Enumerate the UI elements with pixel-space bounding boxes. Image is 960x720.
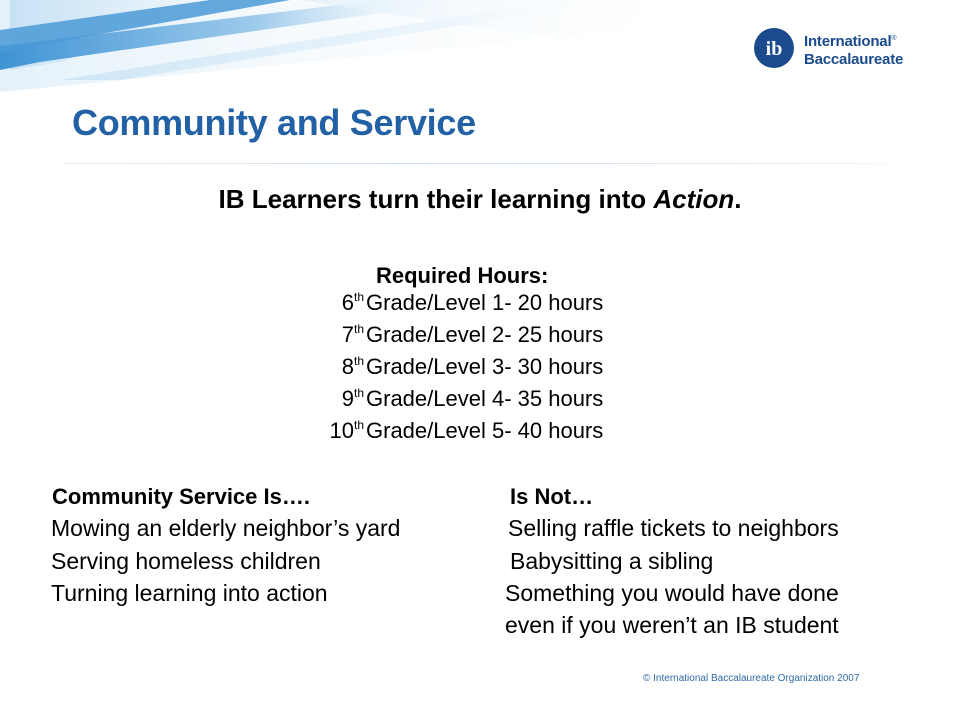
ib-logo-wordmark xyxy=(804,30,903,69)
requirement-grade: 10th xyxy=(329,418,364,443)
requirement-row xyxy=(308,290,603,322)
subtitle-period: . xyxy=(734,184,742,214)
logo-line-1: International xyxy=(804,33,892,50)
requirement-row xyxy=(308,322,603,354)
is-not-list-item: even if you weren’t an IB student xyxy=(505,612,839,638)
requirement-text: Grade/Level 2- 25 hours xyxy=(366,322,604,347)
is-list-item: Serving homeless children xyxy=(51,548,321,574)
subtitle-text: IB Learners turn their learning into xyxy=(218,184,654,214)
svg-text:ib: ib xyxy=(765,38,783,60)
is-list-item: Mowing an elderly neighbor’s yard xyxy=(51,515,401,541)
requirement-text: Grade/Level 3- 30 hours xyxy=(366,354,604,379)
is-not-list-item: Something you would have done xyxy=(505,580,839,606)
subtitle-emphasis: Action xyxy=(653,184,735,214)
is-not-list-item: Selling raffle tickets to neighbors xyxy=(508,515,839,541)
is-not-list-item: Babysitting a sibling xyxy=(510,548,714,574)
is-not-column-heading: Is Not… xyxy=(510,484,594,509)
requirement-text: Grade/Level 1- 20 hours xyxy=(366,290,604,315)
logo-line-2: Baccalaureate xyxy=(804,51,904,68)
requirement-text: Grade/Level 4- 35 hours xyxy=(366,386,604,411)
requirement-grade: 9th xyxy=(341,386,364,411)
requirement-row xyxy=(308,386,603,418)
title-divider xyxy=(64,163,886,164)
requirement-grade: 7th xyxy=(341,322,364,347)
ib-logo-mark-icon xyxy=(752,26,796,70)
requirement-row xyxy=(308,354,603,386)
required-hours-heading: Required Hours: xyxy=(376,263,549,288)
copyright-footer: © International Baccalaureate Organization 2007 xyxy=(643,673,860,684)
is-column-heading: Community Service Is…. xyxy=(52,484,310,509)
registered-mark: ® xyxy=(891,35,897,42)
is-list-item: Turning learning into action xyxy=(51,580,328,606)
ib-logo xyxy=(752,26,952,76)
slide-title: Community and Service xyxy=(72,102,476,143)
header-banner xyxy=(0,0,960,100)
requirement-grade: 6th xyxy=(341,290,364,315)
slide-subtitle xyxy=(0,184,960,215)
requirement-text: Grade/Level 5- 40 hours xyxy=(366,418,604,443)
requirement-row xyxy=(308,418,603,450)
requirement-grade: 8th xyxy=(341,354,364,379)
